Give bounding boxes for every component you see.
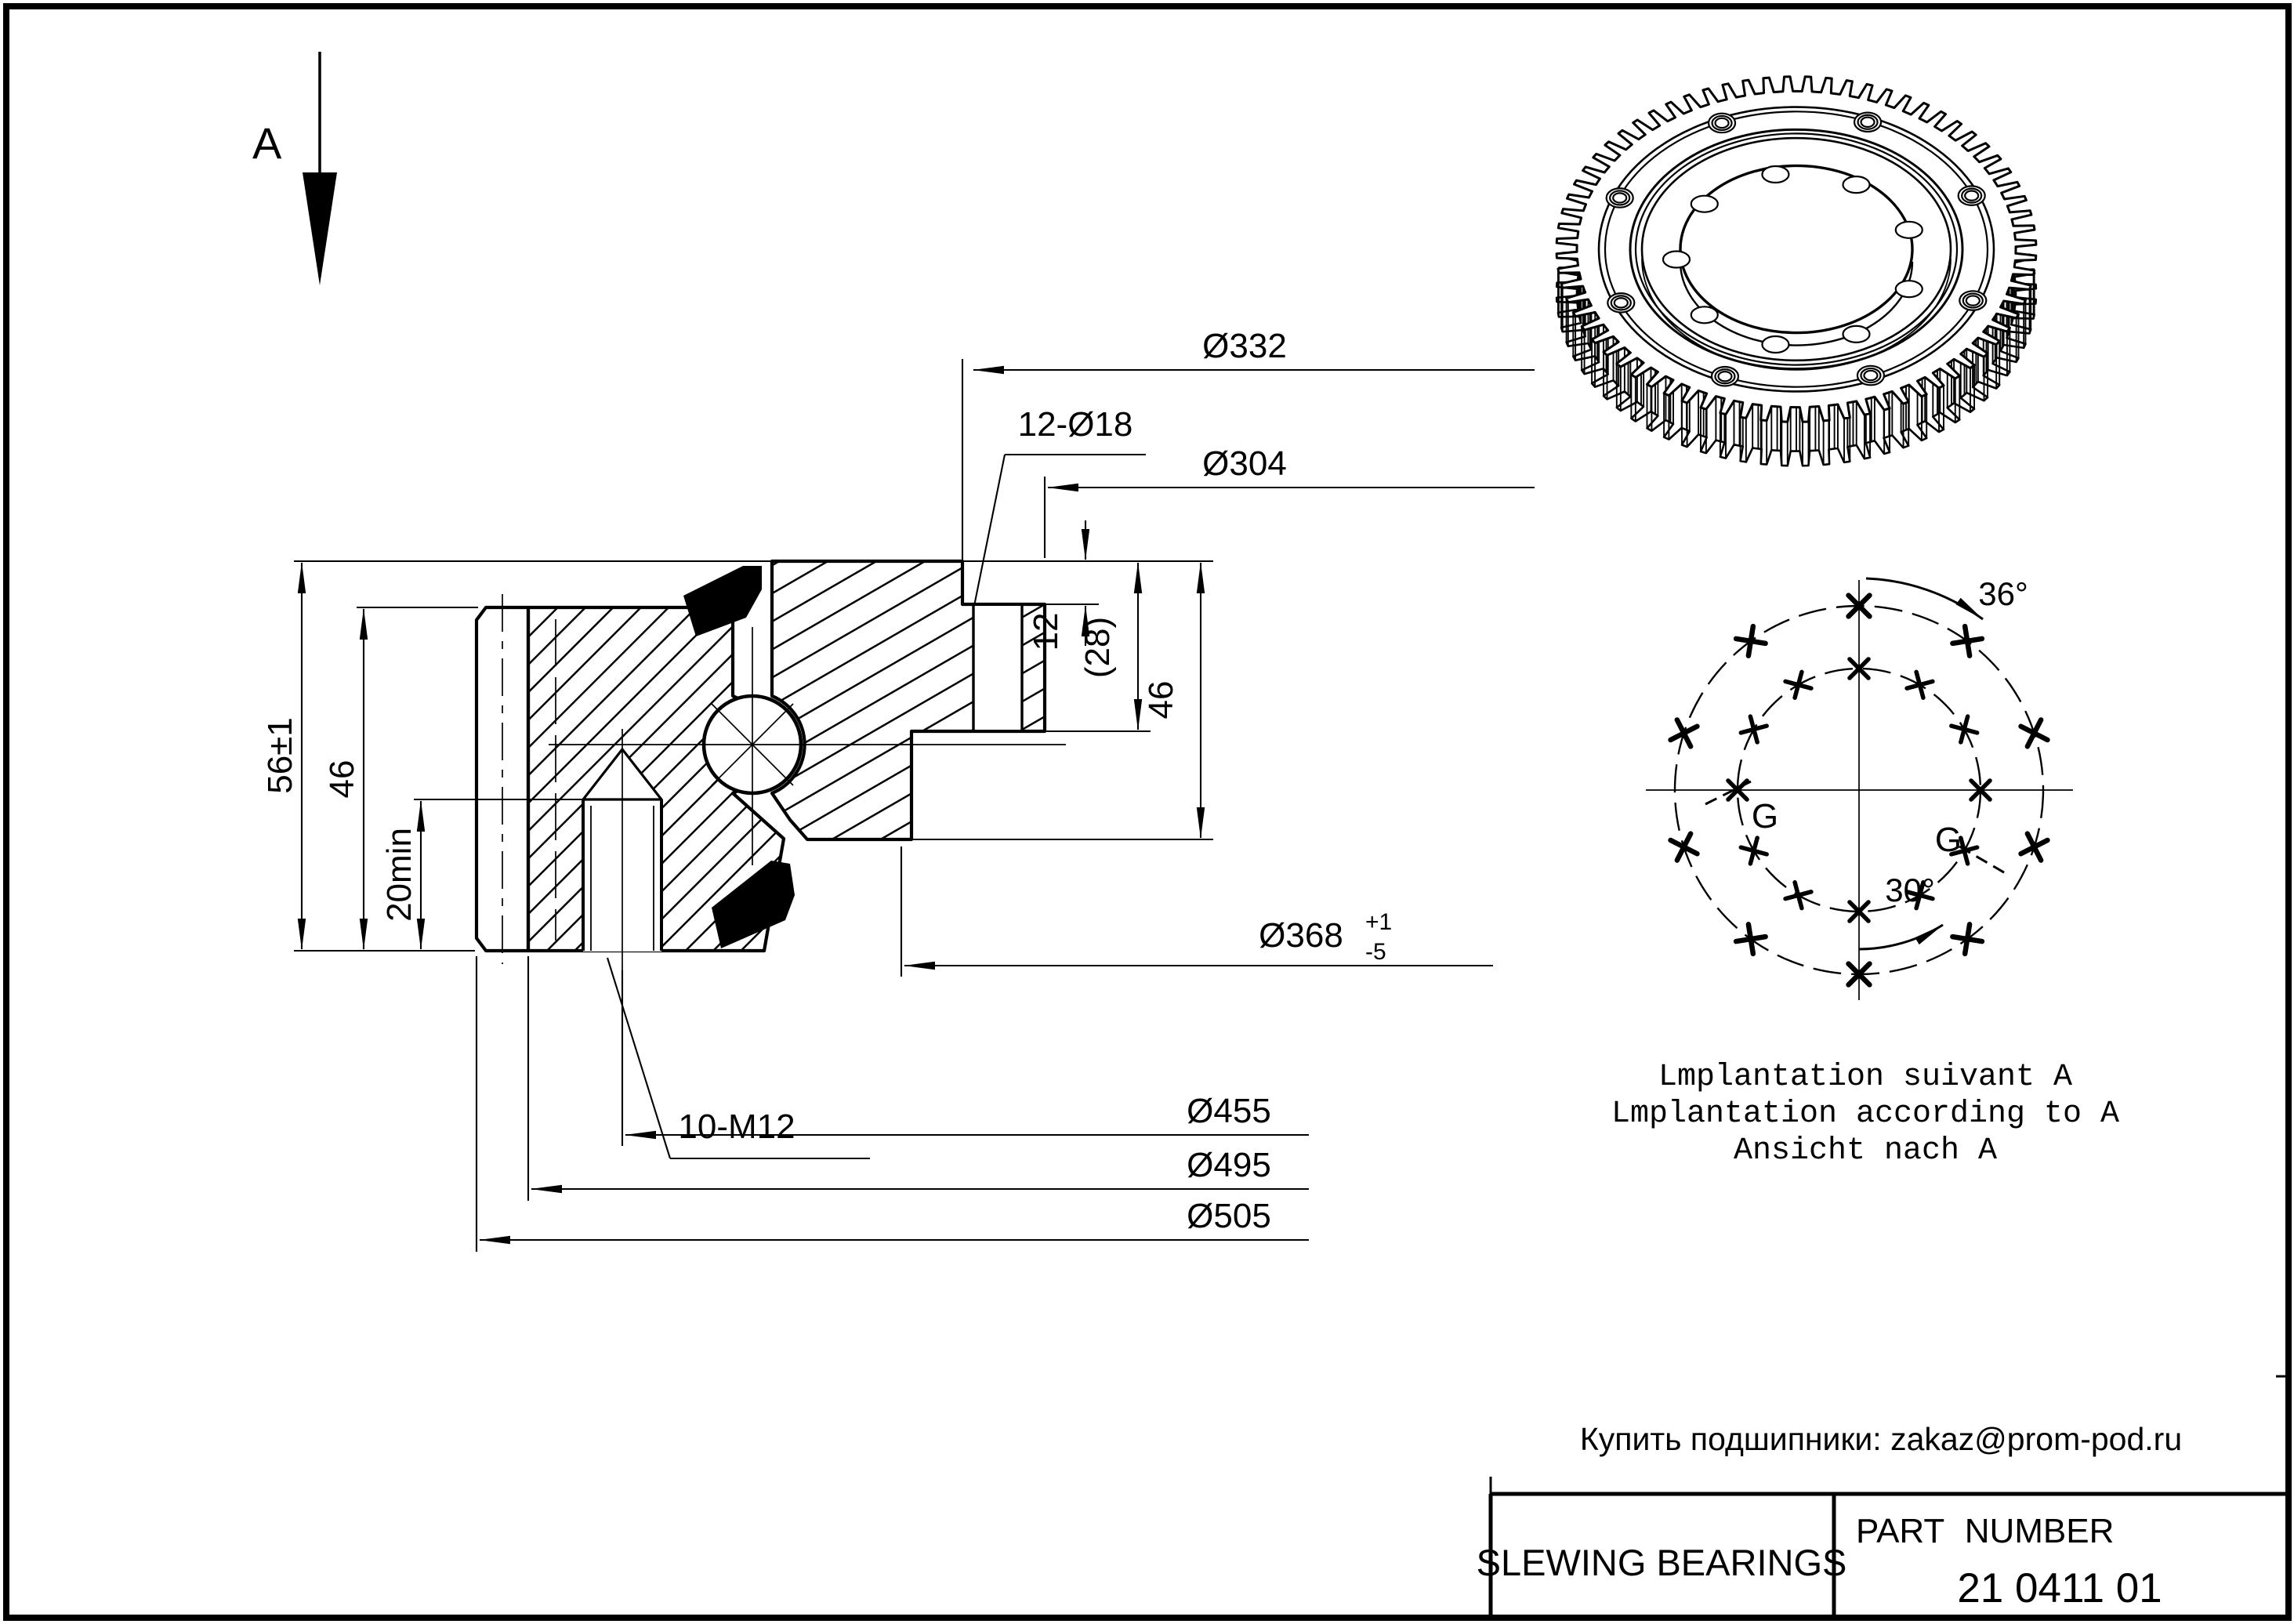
view-notes [1611, 1060, 2119, 1169]
grease-label-right: G [1934, 821, 1962, 859]
dim-d455: Ø455 [1187, 1092, 1271, 1130]
dim-d368-tol-lower: -5 [1365, 939, 1386, 965]
dim-d368-tol-upper: +1 [1365, 909, 1393, 935]
view-direction-arrow [252, 52, 337, 285]
note-de: Ansicht nach A [1733, 1133, 1998, 1169]
dim-tapped-holes: 10-M12 [678, 1107, 795, 1146]
dim-d332: Ø332 [1202, 327, 1287, 365]
dim-flange-holes: 12-Ø18 [1017, 405, 1133, 444]
dim-total-height: 56±1 [261, 717, 299, 794]
dim-step-depth: 12 [1027, 612, 1065, 651]
title-block-part-number: 21 0411 01 [1957, 1565, 2162, 1611]
title-block-product: SLEWING BEARINGS [1476, 1542, 1847, 1583]
grease-label-left: G [1751, 797, 1779, 836]
angle-arc-36 [1866, 578, 1983, 619]
cross-section-view [261, 327, 1535, 1252]
dim-d368: Ø368 [1259, 916, 1343, 955]
view-arrowhead-icon [303, 172, 337, 285]
dim-d304: Ø304 [1202, 444, 1287, 483]
title-block-part-number-label: PART NUMBER [1856, 1512, 2115, 1550]
dim-thread-depth: 20min [380, 828, 419, 922]
note-en: Lmplantation according to A [1611, 1097, 2120, 1132]
dim-d495: Ø495 [1187, 1146, 1271, 1184]
angle-arc-30 [1859, 925, 1943, 949]
flange-hole [973, 604, 1022, 731]
dim-d505: Ø505 [1187, 1197, 1271, 1235]
bolt-pattern-view [1646, 575, 2073, 1000]
view-letter: A [252, 118, 282, 168]
angle-label-36: 36° [1978, 575, 2028, 612]
title-block [1477, 1494, 2289, 1616]
vendor-note: Купить подшипники: zakaz@prom-pod.ru [1579, 1421, 2183, 1457]
angle-label-30: 30° [1885, 872, 1935, 908]
dim-flange-thickness: (28) [1078, 616, 1117, 679]
dim-inner-ring-height: 46 [323, 759, 361, 799]
note-fr: Lmplantation suivant A [1658, 1060, 2073, 1095]
dim-outer-ring-height: 46 [1142, 680, 1180, 720]
seal-top [683, 566, 762, 636]
isometric-gear-view [1557, 77, 2036, 466]
